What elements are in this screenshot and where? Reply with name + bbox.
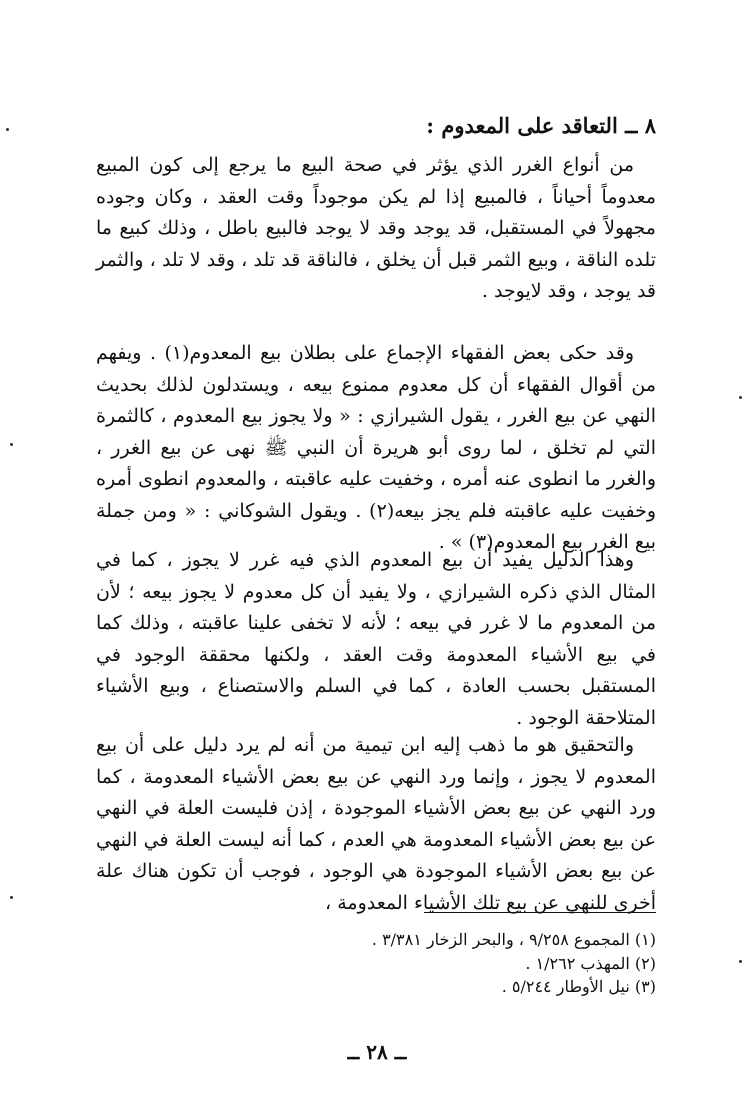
scan-speck	[10, 896, 13, 899]
scan-speck	[10, 443, 13, 446]
page-number: ــ ٢٨ ــ	[347, 1040, 407, 1064]
section-heading: ٨ ــ التعاقد على المعدوم :	[426, 113, 656, 138]
paragraph-3	[96, 545, 656, 734]
paragraph-4	[96, 730, 656, 919]
footnote-divider	[424, 912, 656, 913]
paragraph-text: والتحقيق هو ما ذهب إليه ابن تيمية من أنه لم يرد دليل على أن بيع المعدوم لا يجوز ، وإنما ورد النهي عن بيع بعض الأشياء المعدومة ، كما ورد النهي عن بيع بعض الأشياء الموجودة ، إذن فليست العلة في النهي عن بيع بعض الأشياء المعدومة هي العدم ، كما أنه ليست العلة في النهي عن بيع بعض الأشياء الموجودة هي الوجود ، فوجب أن تكون هناك علة أخرى للنهي عن بيع تلك الأشياء المعدومة ،	[96, 734, 656, 914]
footnote-2: (٢) المهذب ١/٢٦٢ .	[525, 953, 656, 973]
paragraph-text: من أنواع الغرر الذي يؤثر في صحة البيع ما يرجع إلى كون المبيع معدوماً أحياناً ، فالمبيع إذا لم يكن موجوداً وقت العقد ، وكان وجوده مجهولاً في المستقبل، قد يوجد وقد لا يوجد فالبيع باطل ، وذلك كبيع ما تلده الناقة ، وبيع الثمر قبل أن يخلق ، فالناقة قد تلد ، وقد لا تلد ، والثمر قد يوجد ، وقد لايوجد .	[96, 154, 656, 302]
paragraph-1	[96, 150, 656, 308]
scan-speck	[6, 128, 9, 131]
footnotes	[296, 928, 656, 999]
scan-speck	[739, 960, 742, 963]
footnote-1: (١) المجموع ٩/٢٥٨ ، والبحر الزخار ٣/٣٨١ .	[371, 930, 656, 949]
paragraph-text: وهذا الدليل يفيد أن بيع المعدوم الذي فيه غرر لا يجوز ، كما في المثال الذي ذكره الشيرازي ، ولا يفيد أن كل معدوم لا يجوز بيعه ؛ لأن من المعدوم ما لا غرر في بيعه ؛ لأنه لا تخفى علينا عاقبته ، وذلك كما في بيع الأشياء المعدومة وقت العقد ، ولكنها محققة الوجود في المستقبل بحسب العادة ، كما في السلم والاستصناع ، وبيع الأشياء المتلاحقة الوجود .	[96, 549, 656, 729]
footnote-3: (٣) نيل الأوطار ٥/٢٤٤ .	[501, 977, 656, 996]
scan-speck	[739, 396, 742, 399]
paragraph-text: وقد حكى بعض الفقهاء الإجماع على بطلان بيع المعدوم(١) . ويفهم من أقوال الفقهاء أن كل معدوم ممنوع بيعه ، ويستدلون لذلك بحديث النهي عن بيع الغرر ، يقول الشيرازي : « ولا يجوز بيع المعدوم ، كالثمرة التي لم تخلق ، لما روى أبو هريرة أن النبي ﷺ نهى عن بيع الغرر ، والغرر ما انطوى عنه أمره ، وخفيت عليه عاقبته ، والمعدوم انطوى أمره وخفيت عليه عاقبته فلم يجز بيعه(٢) . ويقول الشوكاني : « ومن جملة بيع الغرر بيع المعدوم(٣) » .	[96, 342, 657, 553]
paragraph-2	[96, 338, 656, 559]
